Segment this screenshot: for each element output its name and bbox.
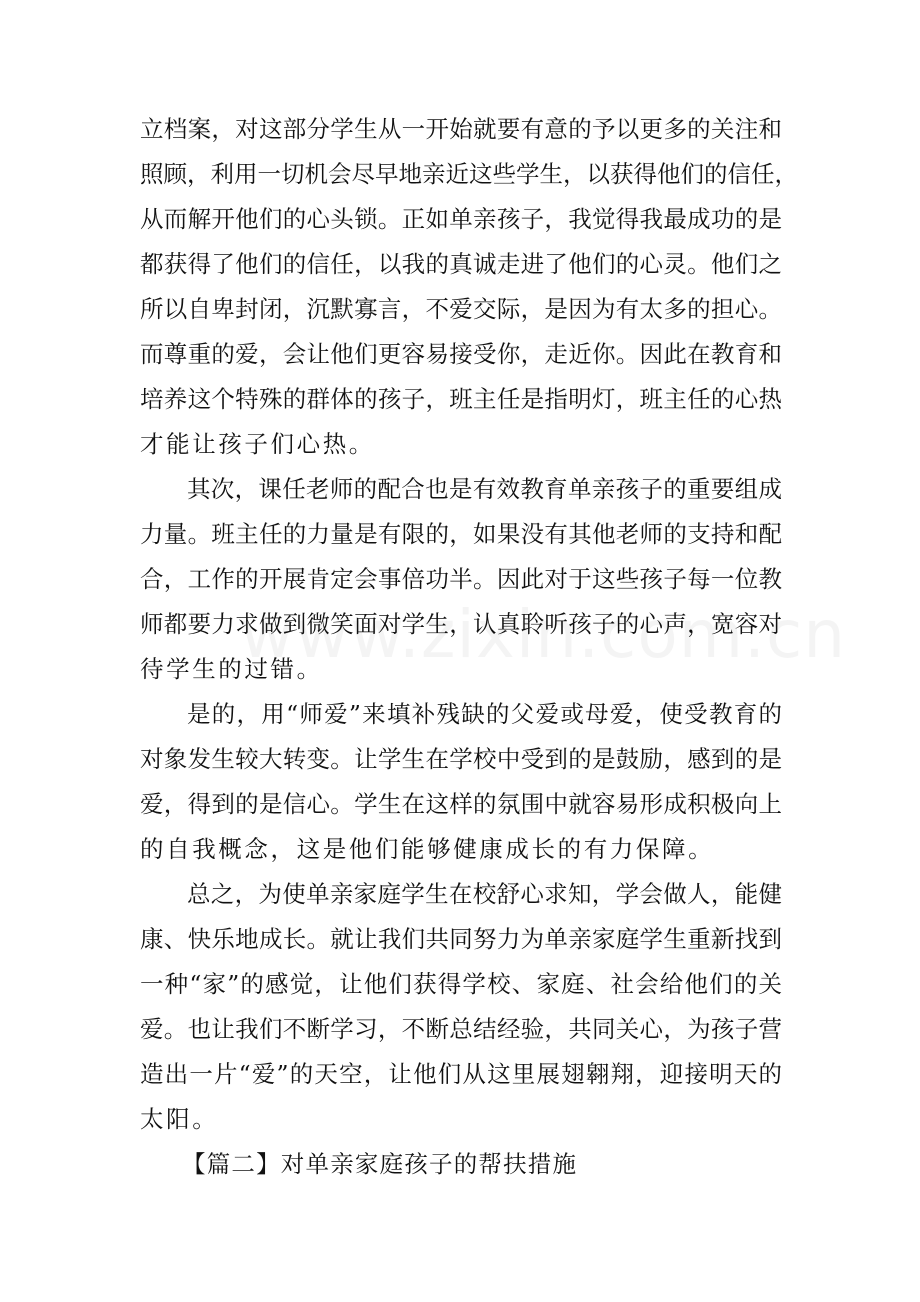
text-line: 造出一片“爱”的天空，让他们从这里展翅翱翔，迎接明天的 [140, 1060, 782, 1088]
text-line: 立档案，对这部分学生从一开始就要有意的予以更多的关注和 [140, 115, 782, 143]
text-line: 太阳。 [140, 1105, 219, 1133]
text-line: 康、快乐地成长。就让我们共同努力为单亲家庭学生重新找到 [140, 925, 782, 953]
text-line: 待学生的过错。 [140, 655, 323, 683]
text-line: 培养这个特殊的群体的孩子，班主任是指明灯，班主任的心热 [140, 385, 782, 413]
text-line: 是的，用“师爱”来填补残缺的父爱或母爱，使受教育的 [187, 700, 782, 728]
text-line: 从而解开他们的心头锁。正如单亲孩子，我觉得我最成功的是 [140, 205, 782, 233]
text-line: 对象发生较大转变。让学生在学校中受到的是鼓励，感到的是 [140, 745, 782, 773]
text-line: 才能让孩子们心热。 [140, 430, 375, 458]
text-line: 合，工作的开展肯定会事倍功半。因此对于这些孩子每一位教 [140, 565, 782, 593]
text-line: 师都要力求做到微笑面对学生，认真聆听孩子的心声，宽容对 [140, 610, 782, 638]
text-line: 其次，课任老师的配合也是有效教育单亲孩子的重要组成 [187, 475, 782, 503]
section-heading: 【篇二】对单亲家庭孩子的帮扶措施 [182, 1150, 578, 1178]
text-line: 所以自卑封闭，沉默寡言，不爱交际，是因为有太多的担心。 [140, 295, 782, 323]
text-line: 爱。也让我们不断学习，不断总结经验，共同关心，为孩子营 [140, 1015, 782, 1043]
text-line: 的自我概念，这是他们能够健康成长的有力保障。 [140, 835, 715, 863]
text-line: 照顾，利用一切机会尽早地亲近这些学生，以获得他们的信任， [140, 160, 798, 188]
text-line: 都获得了他们的信任，以我的真诚走进了他们的心灵。他们之 [140, 250, 782, 278]
text-line: 而尊重的爱，会让他们更容易接受你，走近你。因此在教育和 [140, 340, 782, 368]
text-line: 总之，为使单亲家庭学生在校舒心求知，学会做人，能健 [187, 880, 782, 908]
text-line: 力量。班主任的力量是有限的，如果没有其他老师的支持和配 [140, 520, 782, 548]
text-line: 一种“家”的感觉，让他们获得学校、家庭、社会给他们的关 [140, 970, 782, 998]
text-line: 爱，得到的是信心。学生在这样的氛围中就容易形成积极向上 [140, 790, 782, 818]
